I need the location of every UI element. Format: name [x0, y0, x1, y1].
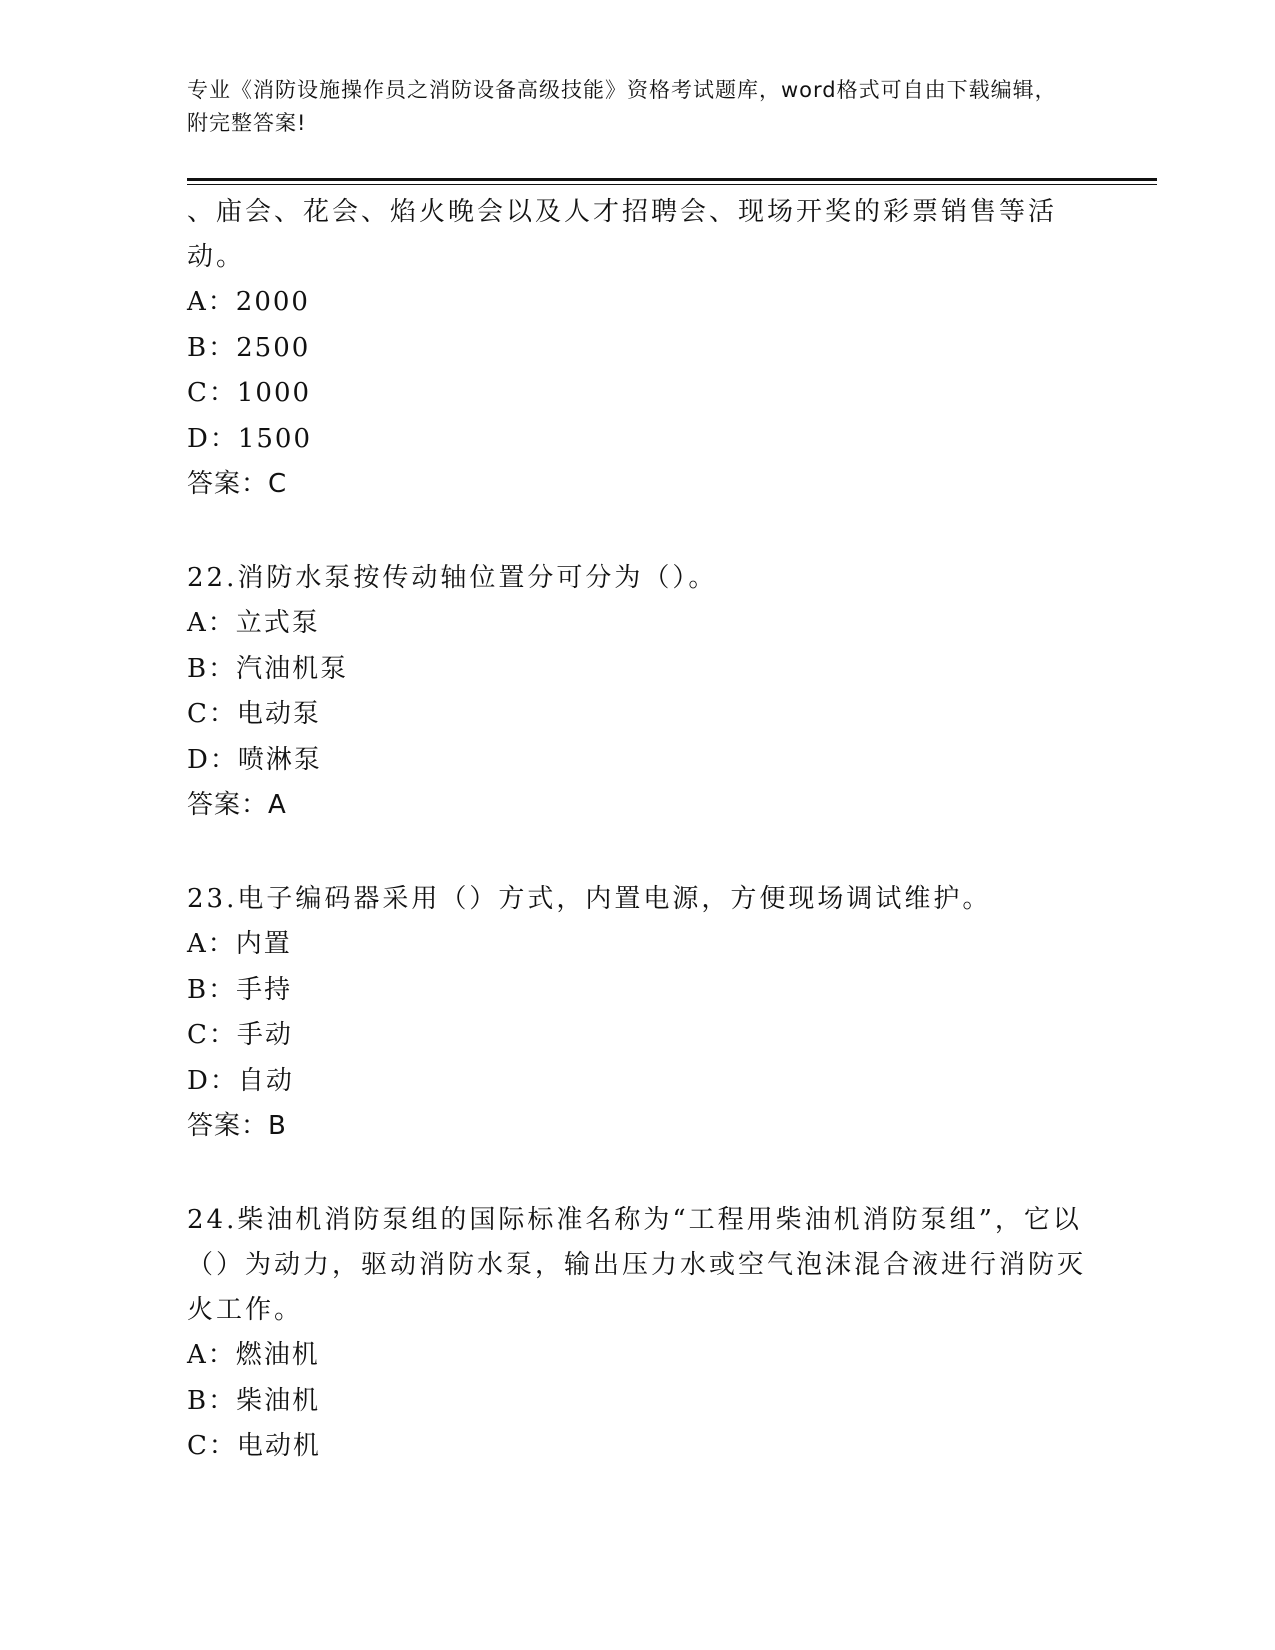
option-d: D：喷淋泵	[187, 744, 322, 775]
question-text: 22.消防水泵按传动轴位置分可分为（）。	[187, 563, 718, 593]
question-text: 、庙会、花会、焰火晚会以及人才招聘会、现场开奖的彩票销售等活动。	[187, 197, 1058, 272]
page-header: 专业《消防设施操作员之消防设备高级技能》资格考试题库，word格式可自由下载编辑，附完整答案!	[187, 78, 1057, 135]
option-c: C：电动泵	[187, 699, 321, 729]
header-divider-thick	[187, 178, 1157, 181]
option-b: B：柴油机	[187, 1385, 321, 1416]
option-c: C：电动机	[187, 1431, 321, 1461]
option-a: A：内置	[187, 929, 292, 959]
spacer	[187, 507, 1087, 554]
question-24	[187, 1196, 1087, 1470]
question-21	[187, 188, 1087, 507]
answer: 答案：C	[187, 469, 288, 499]
option-a: A：立式泵	[187, 608, 320, 638]
option-b: B：2500	[187, 332, 311, 363]
question-list	[187, 188, 1087, 1470]
option-d: D：1500	[187, 423, 313, 454]
question-22	[187, 554, 1087, 828]
answer: 答案：B	[187, 1111, 287, 1141]
spacer	[187, 828, 1087, 875]
option-a: A：2000	[187, 287, 310, 317]
question-23	[187, 875, 1087, 1149]
header-divider-thin	[187, 184, 1157, 185]
option-a: A：燃油机	[187, 1340, 320, 1370]
question-text: 23.电子编码器采用（）方式，内置电源，方便现场调试维护。	[187, 884, 992, 914]
question-text: 24.柴油机消防泵组的国际标准名称为“工程用柴油机消防泵组”，它以（）为动力，驱动消防水泵，输出压力水或空气泡沫混合液进行消防灭火工作。	[187, 1205, 1087, 1325]
spacer	[187, 1149, 1087, 1196]
option-d: D：自动	[187, 1065, 294, 1096]
answer: 答案：A	[187, 790, 287, 820]
option-b: B：汽油机泵	[187, 653, 349, 684]
option-c: C：1000	[187, 378, 312, 408]
option-b: B：手持	[187, 974, 293, 1005]
option-c: C：手动	[187, 1020, 293, 1050]
